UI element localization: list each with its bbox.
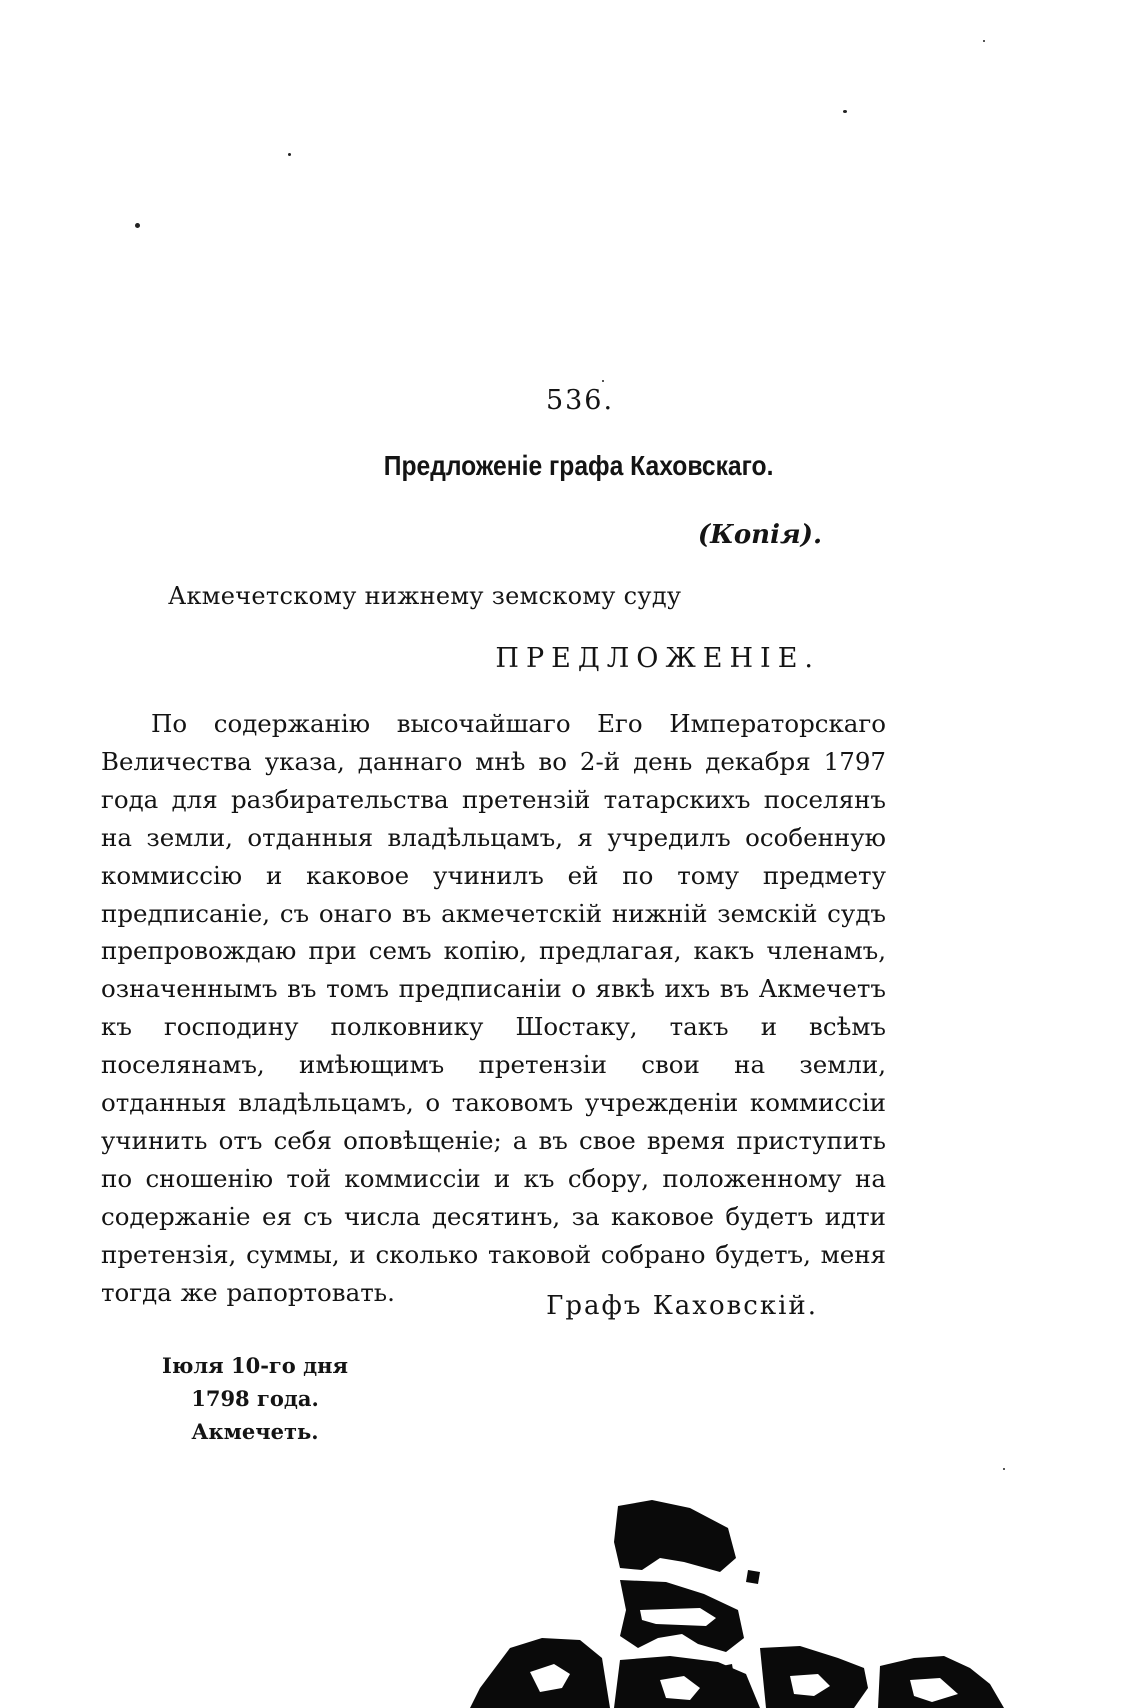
proposal-heading: ПРЕДЛОЖЕНІЕ.: [495, 643, 820, 674]
scan-speck: [288, 153, 291, 156]
document-number: 536.: [545, 385, 615, 416]
scan-speck: [602, 380, 604, 382]
date-place-block: [160, 1349, 350, 1448]
date-line-place: Акмечеть.: [191, 1419, 319, 1444]
scan-speck: [843, 110, 847, 113]
signature: Графъ Каховскій.: [546, 1291, 818, 1321]
addressee-line: Акмечетскому нижнему земскому суду: [168, 582, 682, 610]
scan-speck: [135, 223, 140, 228]
date-line-day: Іюля 10-го дня: [162, 1353, 348, 1378]
date-line-year: 1798 года.: [191, 1386, 319, 1411]
scan-speck: [983, 40, 985, 42]
copy-note: (Копія).: [697, 520, 822, 550]
scan-speck: [1003, 1468, 1005, 1470]
document-title: Предложеніе графа Каховскаго.: [383, 450, 774, 481]
stamp-icon: [470, 1498, 1030, 1708]
body-paragraph: По содержанію высочайшаго Его Императорскаго Величества указа, даннаго мнѣ во 2-й день декабря 1797 года для разбирательства претензій татарскихъ поселянъ на земли, отданныя владѣльцамъ, я учредилъ особенную коммиссію и каковое учинилъ ей по тому предмету предписаніе, съ онаго въ акмечетскій нижній земскій судъ препровождаю при семъ копію, предлагая, какъ членамъ, означеннымъ въ томъ предписаніи о явкѣ ихъ въ Акмечетъ къ господину полковнику Шостаку, такъ и всѣмъ поселянамъ, имѣющимъ претензіи свои на земли, отданныя владѣльцамъ, о таковомъ учрежденіи коммиссіи учинить отъ себя оповѣщеніе; а въ свое время приступить по сношенію той коммиссіи и къ сбору, положенному на содержаніе ея съ числа десятинъ, за каковое будетъ идти претензія, суммы, и сколько таковой собрано будетъ, меня тогда же рапортовать.: [101, 709, 886, 1307]
